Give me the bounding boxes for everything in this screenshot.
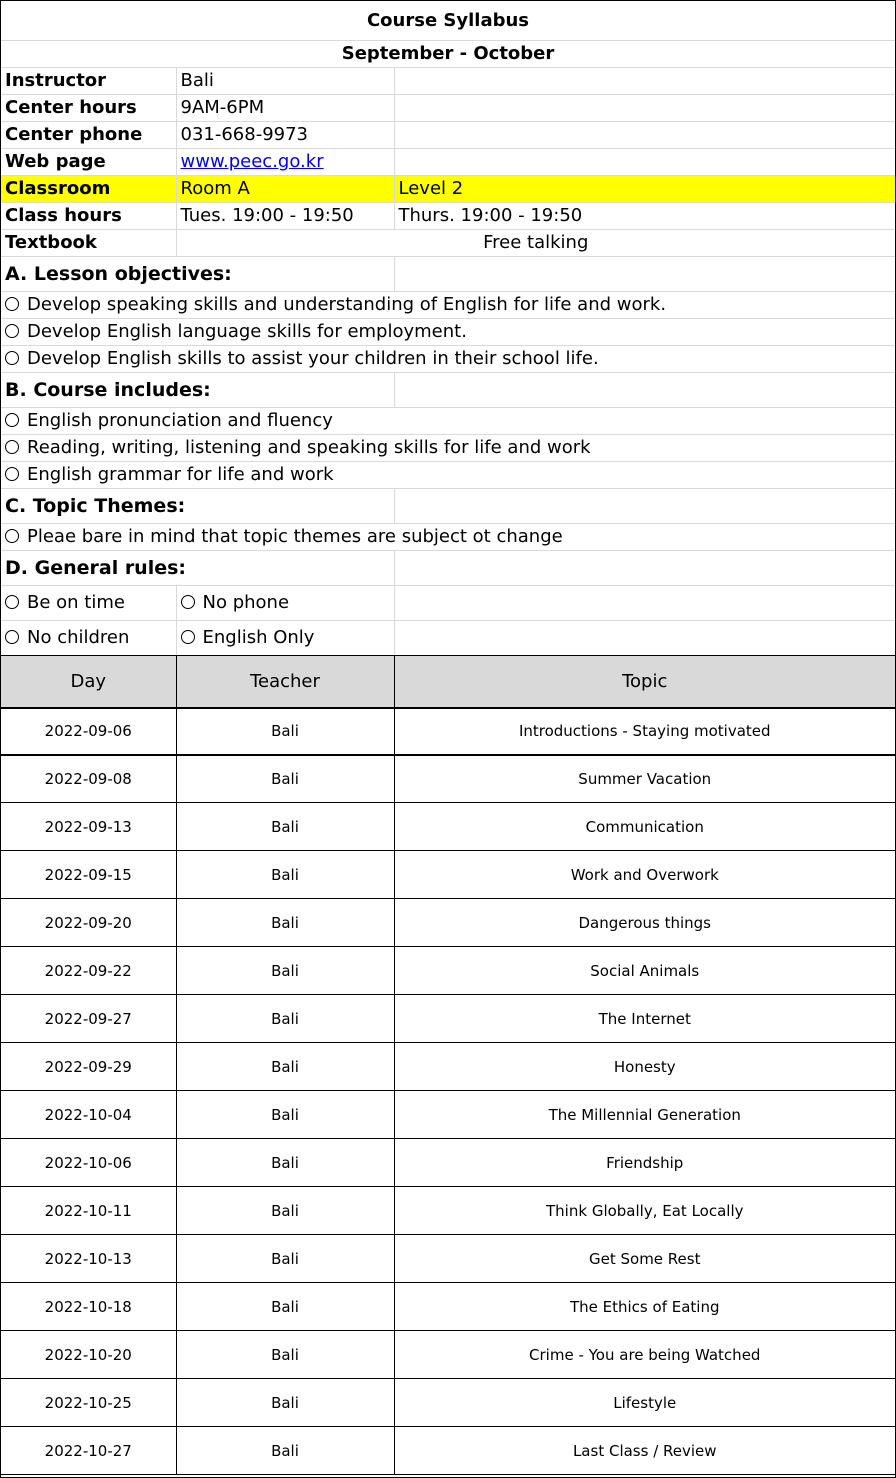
class-hours-label: Class hours — [1, 202, 176, 229]
table-row — [1, 1235, 895, 1283]
topic-cell[interactable]: The Ethics of Eating — [394, 1283, 895, 1331]
empty-cell[interactable] — [394, 121, 895, 148]
class-hours-thursday[interactable]: Thurs. 19:00 - 19:50 — [394, 202, 895, 229]
teacher-cell[interactable]: Bali — [176, 995, 394, 1043]
circle-bullet-icon — [5, 351, 19, 365]
class-hours-tuesday[interactable]: Tues. 19:00 - 19:50 — [176, 202, 394, 229]
teacher-cell[interactable]: Bali — [176, 1331, 394, 1379]
list-item: Develop English language skills for employment. — [1, 318, 895, 345]
center-phone-value[interactable]: 031-668-9973 — [176, 121, 394, 148]
empty-cell[interactable] — [394, 620, 895, 655]
rule-item: Be on time — [1, 585, 176, 620]
center-phone-label: Center phone — [1, 121, 176, 148]
table-row — [1, 755, 895, 803]
topic-cell[interactable]: Communication — [394, 803, 895, 851]
web-page-label: Web page — [1, 148, 176, 175]
topic-cell[interactable]: Honesty — [394, 1043, 895, 1091]
teacher-cell[interactable]: Bali — [176, 1187, 394, 1235]
topic-cell[interactable]: Social Animals — [394, 947, 895, 995]
table-row — [1, 708, 895, 755]
teacher-cell[interactable]: Bali — [176, 803, 394, 851]
empty-cell[interactable] — [394, 585, 895, 620]
teacher-cell[interactable]: Bali — [176, 1043, 394, 1091]
table-row — [1, 851, 895, 899]
classroom-value[interactable]: Room A — [176, 175, 394, 202]
teacher-cell[interactable]: Bali — [176, 899, 394, 947]
topic-cell[interactable]: Summer Vacation — [394, 755, 895, 803]
topic-cell[interactable]: Think Globally, Eat Locally — [394, 1187, 895, 1235]
empty-cell[interactable] — [394, 148, 895, 175]
classroom-label: Classroom — [1, 175, 176, 202]
table-row — [1, 947, 895, 995]
column-header-teacher[interactable]: Teacher — [176, 656, 394, 708]
level-value[interactable]: Level 2 — [394, 175, 895, 202]
day-cell[interactable]: 2022-10-18 — [1, 1283, 176, 1331]
day-cell[interactable]: 2022-10-11 — [1, 1187, 176, 1235]
rule-item: English Only — [176, 620, 394, 655]
table-row — [1, 1283, 895, 1331]
teacher-cell[interactable]: Bali — [176, 1235, 394, 1283]
info-table — [1, 1, 895, 655]
center-hours-value[interactable]: 9AM-6PM — [176, 94, 394, 121]
teacher-cell[interactable]: Bali — [176, 947, 394, 995]
section-a-heading: A. Lesson objectives: — [1, 256, 394, 291]
empty-cell[interactable] — [394, 550, 895, 585]
day-cell[interactable]: 2022-09-15 — [1, 851, 176, 899]
list-item: Develop English skills to assist your children in their school life. — [1, 345, 895, 372]
circle-bullet-icon — [5, 297, 19, 311]
circle-bullet-icon — [5, 413, 19, 427]
day-cell[interactable]: 2022-09-29 — [1, 1043, 176, 1091]
table-row — [1, 995, 895, 1043]
web-page-link[interactable]: www.peec.go.kr — [180, 151, 324, 172]
day-cell[interactable]: 2022-09-06 — [1, 708, 176, 755]
rule-item: No children — [1, 620, 176, 655]
table-row — [1, 1331, 895, 1379]
day-cell[interactable]: 2022-10-13 — [1, 1235, 176, 1283]
day-cell[interactable]: 2022-10-06 — [1, 1139, 176, 1187]
column-header-topic[interactable]: Topic — [394, 656, 895, 708]
circle-bullet-icon — [5, 595, 19, 609]
topic-cell[interactable]: Crime - You are being Watched — [394, 1331, 895, 1379]
empty-cell[interactable] — [394, 67, 895, 94]
day-cell[interactable]: 2022-10-25 — [1, 1379, 176, 1427]
teacher-cell[interactable]: Bali — [176, 1139, 394, 1187]
table-row — [1, 1427, 895, 1475]
empty-cell[interactable] — [394, 256, 895, 291]
textbook-label: Textbook — [1, 229, 176, 256]
topic-cell[interactable]: Friendship — [394, 1139, 895, 1187]
day-cell[interactable]: 2022-10-20 — [1, 1331, 176, 1379]
rule-item: No phone — [176, 585, 394, 620]
teacher-cell[interactable]: Bali — [176, 708, 394, 755]
teacher-cell[interactable]: Bali — [176, 755, 394, 803]
column-header-day[interactable]: Day — [1, 656, 176, 708]
topic-cell[interactable]: The Internet — [394, 995, 895, 1043]
teacher-cell[interactable]: Bali — [176, 1091, 394, 1139]
section-b-heading: B. Course includes: — [1, 372, 394, 407]
day-cell[interactable]: 2022-09-13 — [1, 803, 176, 851]
circle-bullet-icon — [5, 467, 19, 481]
section-c-heading: C. Topic Themes: — [1, 488, 394, 523]
day-cell[interactable]: 2022-09-27 — [1, 995, 176, 1043]
table-row — [1, 899, 895, 947]
day-cell[interactable]: 2022-10-04 — [1, 1091, 176, 1139]
teacher-cell[interactable]: Bali — [176, 1379, 394, 1427]
day-cell[interactable]: 2022-09-22 — [1, 947, 176, 995]
topic-cell[interactable]: Work and Overwork — [394, 851, 895, 899]
topic-cell[interactable]: Get Some Rest — [394, 1235, 895, 1283]
circle-bullet-icon — [181, 595, 195, 609]
topic-cell[interactable]: Lifestyle — [394, 1379, 895, 1427]
topic-cell[interactable]: Dangerous things — [394, 899, 895, 947]
list-item: Develop speaking skills and understanding of English for life and work. — [1, 291, 895, 318]
list-item: English grammar for life and work — [1, 461, 895, 488]
circle-bullet-icon — [5, 324, 19, 338]
schedule-rows — [1, 708, 895, 1475]
circle-bullet-icon — [5, 630, 19, 644]
teacher-cell[interactable]: Bali — [176, 1427, 394, 1475]
list-item: Reading, writing, listening and speaking skills for life and work — [1, 434, 895, 461]
day-cell[interactable]: 2022-09-20 — [1, 899, 176, 947]
table-row — [1, 1379, 895, 1427]
topic-cell[interactable]: Introductions - Staying motivated — [394, 708, 895, 755]
table-row — [1, 1139, 895, 1187]
textbook-value[interactable]: Free talking — [176, 229, 895, 256]
list-item: Pleae bare in mind that topic themes are subject ot change — [1, 523, 895, 550]
circle-bullet-icon — [181, 630, 195, 644]
topic-cell[interactable]: The Millennial Generation — [394, 1091, 895, 1139]
list-item: English pronunciation and fluency — [1, 407, 895, 434]
circle-bullet-icon — [5, 529, 19, 543]
empty-cell[interactable] — [394, 94, 895, 121]
section-d-heading: D. General rules: — [1, 550, 394, 585]
center-hours-label: Center hours — [1, 94, 176, 121]
topic-cell[interactable]: Last Class / Review — [394, 1427, 895, 1475]
instructor-label: Instructor — [1, 67, 176, 94]
instructor-value[interactable]: Bali — [176, 67, 394, 94]
page-title: Course Syllabus — [1, 1, 895, 40]
empty-cell[interactable] — [394, 488, 895, 523]
period-subtitle: September - October — [1, 40, 895, 67]
teacher-cell[interactable]: Bali — [176, 851, 394, 899]
empty-cell[interactable] — [394, 372, 895, 407]
table-row — [1, 1091, 895, 1139]
table-row — [1, 1043, 895, 1091]
day-cell[interactable]: 2022-09-08 — [1, 755, 176, 803]
circle-bullet-icon — [5, 440, 19, 454]
table-row — [1, 803, 895, 851]
teacher-cell[interactable]: Bali — [176, 1283, 394, 1331]
day-cell[interactable]: 2022-10-27 — [1, 1427, 176, 1475]
table-row — [1, 1187, 895, 1235]
schedule-table — [1, 655, 895, 1475]
